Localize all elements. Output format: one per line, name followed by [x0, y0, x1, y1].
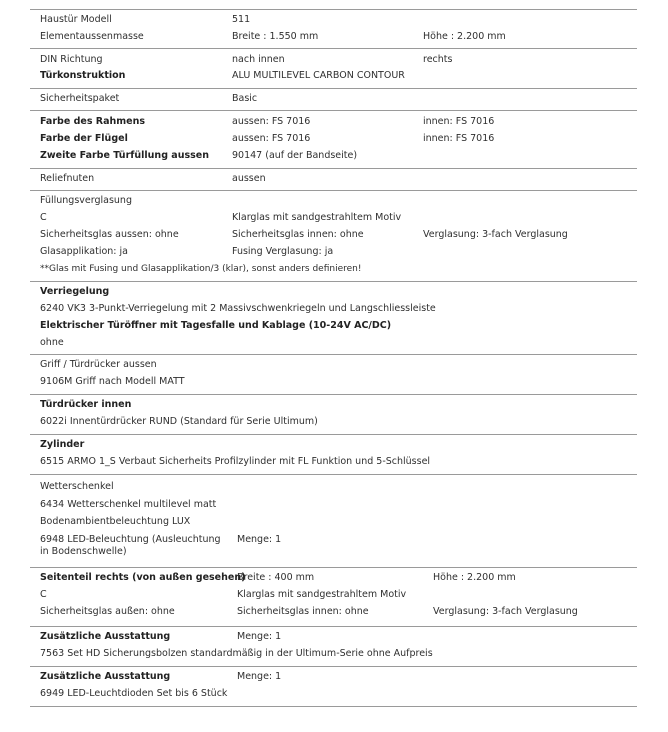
glass-note: **Glas mit Fusing und Glasapplikation/3 (klar), sonst anders definieren! — [40, 264, 362, 274]
door-model-value: 511 — [232, 14, 251, 25]
additional-equipment-value: 7563 Set HD Sicherungsbolzen standardmäßig in der Ultimum-Serie ohne Aufpreis — [40, 648, 433, 659]
door-model-label: Haustür Modell — [40, 14, 112, 25]
divider — [30, 354, 637, 355]
din-direction-value: nach innen — [232, 54, 285, 65]
din-direction-label: DIN Richtung — [40, 54, 103, 65]
glazing-type: Verglasung: 3-fach Verglasung — [423, 229, 568, 240]
sash-color-outer: aussen: FS 7016 — [232, 133, 311, 144]
cylinder-value: 6515 ARMO 1_S Verbaut Sicherheits Profilzylinder mit FL Funktion und 5-Schlüssel — [40, 456, 431, 467]
relief-grooves-value: aussen — [232, 173, 266, 184]
security-package-value: Basic — [232, 93, 258, 104]
locking-label: Verriegelung — [40, 286, 110, 297]
divider — [30, 394, 637, 395]
door-construction-label: Türkonstruktion — [40, 70, 126, 81]
divider — [30, 666, 637, 667]
sidelight-width: Breite : 400 mm — [237, 572, 315, 583]
additional-equipment-quantity: Menge: 1 — [237, 631, 282, 642]
sidelight-label: Seitenteil rechts (von außen gesehen) — [40, 572, 246, 583]
weather-bar-value: 6434 Wetterschenkel multilevel matt — [40, 499, 217, 510]
relief-grooves-label: Reliefnuten — [40, 173, 95, 184]
outer-handle-value: 9106M Griff nach Modell MATT — [40, 376, 185, 387]
outer-dimensions-label: Elementaussenmasse — [40, 31, 144, 42]
divider — [30, 474, 637, 475]
glass-code: C — [40, 212, 47, 223]
frame-color-outer: aussen: FS 7016 — [232, 116, 311, 127]
floor-lighting-quantity: Menge: 1 — [237, 534, 282, 545]
din-side-value: rechts — [423, 54, 453, 65]
divider — [30, 626, 637, 627]
door-construction-value: ALU MULTILEVEL CARBON CONTOUR — [232, 70, 405, 81]
divider — [30, 168, 637, 169]
cylinder-label: Zylinder — [40, 439, 85, 450]
fusing-glazing: Fusing Verglasung: ja — [232, 246, 334, 257]
filling-glazing-label: Füllungsverglasung — [40, 195, 132, 206]
divider — [30, 281, 637, 282]
glass-type: Klarglas mit sandgestrahltem Motiv — [232, 212, 402, 223]
divider — [30, 9, 637, 10]
second-color-value: 90147 (auf der Bandseite) — [232, 150, 358, 161]
divider — [30, 434, 637, 435]
sidelight-glass-code: C — [40, 589, 47, 600]
divider — [30, 567, 637, 568]
second-color-label: Zweite Farbe Türfüllung aussen — [40, 150, 209, 161]
outer-handle-label: Griff / Türdrücker aussen — [40, 359, 157, 370]
locking-value: 6240 VK3 3-Punkt-Verriegelung mit 2 Massivschwenkriegeln und Langschliessleiste — [40, 303, 436, 314]
divider — [30, 88, 637, 89]
security-glass-outer: Sicherheitsglas aussen: ohne — [40, 229, 179, 240]
electric-opener-value: ohne — [40, 337, 64, 348]
additional-equipment-quantity-2: Menge: 1 — [237, 671, 282, 682]
additional-equipment-value-2: 6949 LED-Leuchtdioden Set bis 6 Stück — [40, 688, 228, 699]
electric-opener-label: Elektrischer Türöffner mit Tagesfalle und Kablage (10-24V AC/DC) — [40, 320, 392, 331]
inner-handle-label: Türdrücker innen — [40, 399, 132, 410]
outer-width-value: Breite : 1.550 mm — [232, 31, 319, 42]
divider — [30, 706, 637, 707]
inner-handle-value: 6022i Innentürdrücker RUND (Standard für Serie Ultimum) — [40, 416, 318, 427]
additional-equipment-label: Zusätzliche Ausstattung — [40, 631, 171, 642]
divider — [30, 190, 637, 191]
security-glass-inner: Sicherheitsglas innen: ohne — [232, 229, 364, 240]
sidelight-security-inner: Sicherheitsglas innen: ohne — [237, 606, 369, 617]
divider — [30, 110, 637, 111]
sidelight-height: Höhe : 2.200 mm — [433, 572, 516, 583]
glass-application: Glasapplikation: ja — [40, 246, 128, 257]
floor-lighting-label: Bodenambientbeleuchtung LUX — [40, 516, 191, 527]
sash-color-inner: innen: FS 7016 — [423, 133, 495, 144]
weather-bar-label: Wetterschenkel — [40, 481, 114, 492]
frame-color-label: Farbe des Rahmens — [40, 116, 146, 127]
security-package-label: Sicherheitspaket — [40, 93, 120, 104]
sash-color-label: Farbe der Flügel — [40, 133, 128, 144]
sidelight-security-outer: Sicherheitsglas außen: ohne — [40, 606, 175, 617]
frame-color-inner: innen: FS 7016 — [423, 116, 495, 127]
sidelight-glass-type: Klarglas mit sandgestrahltem Motiv — [237, 589, 407, 600]
outer-height-value: Höhe : 2.200 mm — [423, 31, 506, 42]
sidelight-glazing: Verglasung: 3-fach Verglasung — [433, 606, 578, 617]
divider — [30, 48, 637, 49]
additional-equipment-label-2: Zusätzliche Ausstattung — [40, 671, 171, 682]
floor-lighting-value: 6948 LED-Beleuchtung (Ausleuchtung in Bodenschwelle) — [40, 534, 221, 557]
